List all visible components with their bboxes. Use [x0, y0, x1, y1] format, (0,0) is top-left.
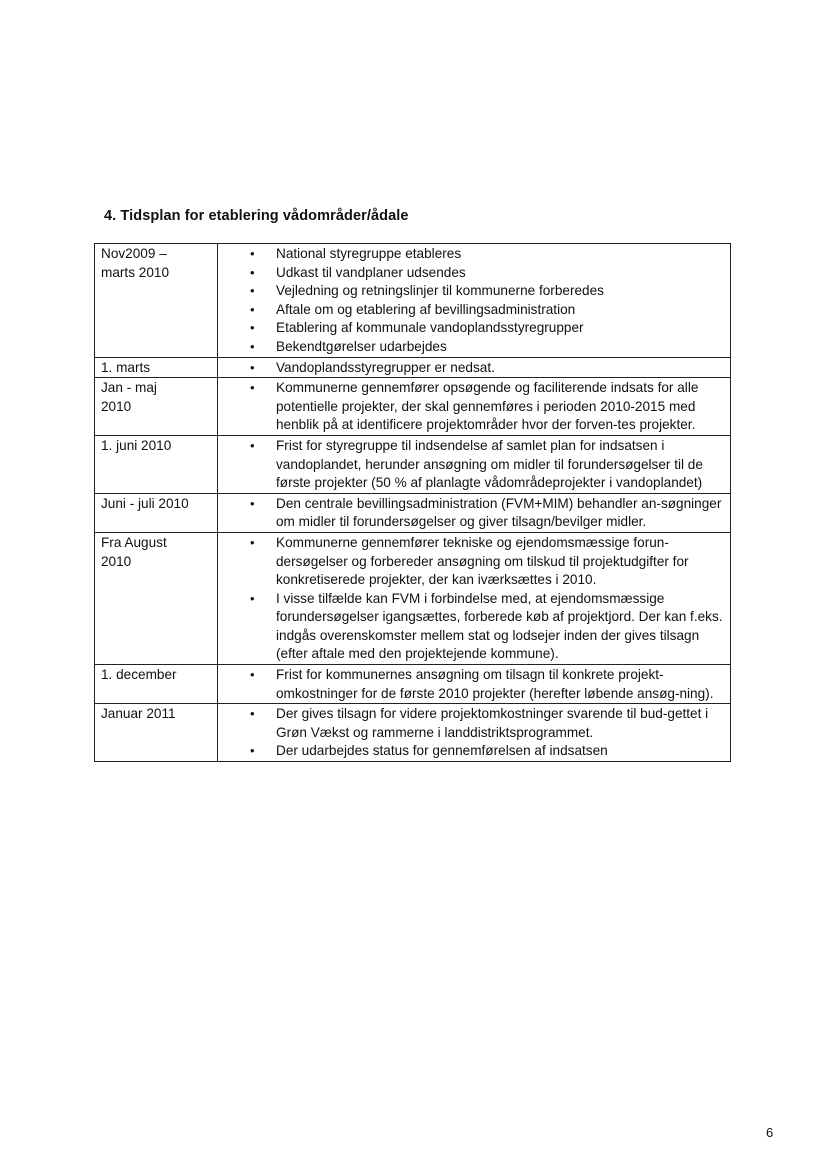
activity-list [218, 437, 726, 493]
activity-list [218, 245, 726, 357]
period-cell: Jan - maj 2010 [95, 378, 218, 436]
list-item: • Kommunerne gennemfører tekniske og ejendomsmæssige forun-dersøgelser og forbereder ansøgning om tilskud til projektudgifter for konkretiserede projekter, der kan iværksættes i 2010. [218, 534, 726, 590]
period-cell: 1. marts [95, 357, 218, 378]
list-item: • Aftale om og etablering af bevillingsadministration [218, 301, 726, 320]
activity-list [218, 495, 726, 532]
list-item: • Etablering af kommunale vandoplandsstyregrupper [218, 319, 726, 338]
list-item: • Der gives tilsagn for videre projektomkostninger svarende til bud-gettet i Grøn Vækst og rammerne i landdistriktsprogrammet. [218, 705, 726, 742]
activity-cell [218, 357, 731, 378]
list-item: • Den centrale bevillingsadministration (FVM+MIM) behandler an-søgninger om midler til forundersøgelser og giver tilsagn/bevilger midler. [218, 495, 726, 532]
list-item: • Frist for kommunernes ansøgning om tilsagn til konkrete projekt-omkostninger for de første 2010 projekter (herefter løbende ansøg-ning). [218, 666, 726, 703]
period-cell: Januar 2011 [95, 704, 218, 762]
activity-cell [218, 378, 731, 436]
list-item: • Bekendtgørelser udarbejdes [218, 338, 726, 357]
activity-cell [218, 435, 731, 493]
table-row [95, 378, 731, 436]
period-cell: Fra August 2010 [95, 532, 218, 664]
list-item: • Udkast til vandplaner udsendes [218, 264, 726, 283]
period-cell: 1. juni 2010 [95, 435, 218, 493]
list-item: • Vejledning og retningslinjer til kommunerne forberedes [218, 282, 726, 301]
activity-cell [218, 493, 731, 532]
list-item: • Kommunerne gennemfører opsøgende og faciliterende indsats for alle potentielle projekter, der skal gennemføres i perioden 2010-2015 med henblik på at identificere projektområder hvor der forven-tes projekter. [218, 379, 726, 435]
table-row [95, 704, 731, 762]
period-cell: 1. december [95, 665, 218, 704]
table-row [95, 665, 731, 704]
activity-cell [218, 244, 731, 358]
period-cell: Nov2009 – marts 2010 [95, 244, 218, 358]
table-row [95, 435, 731, 493]
table-row [95, 493, 731, 532]
activity-list [218, 705, 726, 761]
activity-cell [218, 532, 731, 664]
period-cell: Juni - juli 2010 [95, 493, 218, 532]
activity-list [218, 534, 726, 664]
activity-cell [218, 665, 731, 704]
activity-list [218, 379, 726, 435]
table-row [95, 357, 731, 378]
list-item: • I visse tilfælde kan FVM i forbindelse med, at ejendomsmæssige forundersøgelser igangsættes, forberede køb af projektjord. Der kan f.eks. indgås overenskomster mellem stat og lodsejer inden der gives tilsagn (efter aftale med den projektejende kommune). [218, 590, 726, 664]
table-row [95, 244, 731, 358]
activity-cell [218, 704, 731, 762]
list-item: • Frist for styregruppe til indsendelse af samlet plan for indsatsen i vandoplandet, herunder ansøgning om midler til forundersøgelser til de første projekter (50 % af planlagte vådområdeprojekter i vandoplandet) [218, 437, 726, 493]
activity-list [218, 666, 726, 703]
list-item: • National styregruppe etableres [218, 245, 726, 264]
page-number: 6 [766, 1125, 774, 1140]
activity-list [218, 359, 726, 378]
list-item: • Vandoplandsstyregrupper er nedsat. [218, 359, 726, 378]
list-item: • Der udarbejdes status for gennemførelsen af indsatsen [218, 742, 726, 761]
section-heading: 4. Tidsplan for etablering vådområder/ådale [104, 208, 409, 224]
schedule-table [94, 243, 731, 762]
table-row [95, 532, 731, 664]
